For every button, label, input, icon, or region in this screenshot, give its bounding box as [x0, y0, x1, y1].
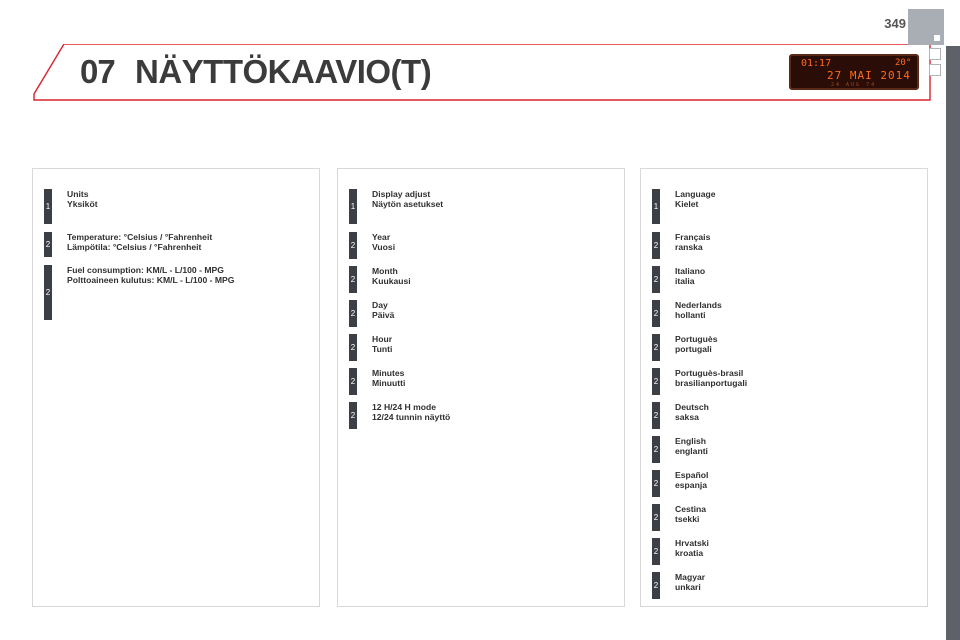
- level-badge: 2: [652, 266, 660, 293]
- entry-text: [372, 402, 450, 422]
- entry-label-fi: brasilianportugali: [675, 378, 748, 388]
- entry-label-fi: hollanti: [675, 310, 706, 320]
- entry-text: [67, 265, 234, 285]
- entry-text: [675, 300, 722, 320]
- entry-text: [675, 470, 708, 490]
- menu-column-units: [32, 168, 320, 607]
- entry-label-en: Day: [372, 300, 388, 310]
- entry-text: [372, 368, 405, 388]
- level-badge: 2: [652, 402, 660, 429]
- entry-text: [675, 368, 747, 388]
- entry-label-en: Fuel consumption: KM/L - L/100 - MPG: [67, 265, 224, 275]
- entry-label-fi: ranska: [675, 242, 703, 252]
- page-number: 349: [884, 16, 906, 31]
- entry-label-fi: portugali: [675, 344, 712, 354]
- entry-label-fi: kroatia: [675, 548, 704, 558]
- level-badge: 1: [349, 189, 357, 224]
- entry-text: [372, 232, 395, 252]
- entry-label-fi: tsekki: [675, 514, 700, 524]
- entry-text: [675, 189, 716, 209]
- entry-label-en: Year: [372, 232, 391, 242]
- level-badge: 2: [652, 504, 660, 531]
- level-badge: 2: [652, 572, 660, 599]
- entry-text: [675, 538, 709, 558]
- entry-text: [372, 266, 411, 286]
- entry-label-en: Minutes: [372, 368, 405, 378]
- entry-text: [372, 300, 394, 320]
- menu-column-language: [640, 168, 928, 607]
- menu-column-display-adjust: [337, 168, 625, 607]
- level-badge: 2: [652, 368, 660, 395]
- level-badge: 2: [652, 470, 660, 497]
- corner-tab-square: [908, 9, 944, 45]
- side-bar: [946, 46, 960, 640]
- entry-label-en: Portuguès: [675, 334, 718, 344]
- entry-label-en: Display adjust: [372, 189, 431, 199]
- entry-label-fi: Näytön asetukset: [372, 199, 444, 209]
- entry-text: [675, 572, 705, 592]
- entry-text: [675, 334, 718, 354]
- tab-box-1: [929, 48, 941, 60]
- entry-label-fi: espanja: [675, 480, 708, 490]
- entry-label-en: 12 H/24 H mode: [372, 402, 436, 412]
- level-badge: 2: [349, 266, 357, 293]
- entry-label-en: Temperature: °Celsius / °Fahrenheit: [67, 232, 213, 242]
- level-badge: 1: [44, 189, 52, 224]
- entry-text: [675, 436, 708, 456]
- display-time: 01:17: [801, 58, 832, 69]
- entry-label-fi: Minuutti: [372, 378, 406, 388]
- display-date: 27 MAI 2014: [827, 69, 911, 82]
- display-temperature: 20°: [895, 58, 912, 68]
- level-badge: 2: [349, 300, 357, 327]
- entry-label-en: Portuguès-brasil: [675, 368, 744, 378]
- entry-label-fi: Yksiköt: [67, 199, 98, 209]
- level-badge: 2: [652, 232, 660, 259]
- chapter-number: 07: [80, 53, 115, 90]
- entry-text: [67, 189, 98, 209]
- display-small-text: 24 AUG 74: [831, 82, 877, 88]
- level-badge: 2: [349, 334, 357, 361]
- entry-label-fi: Kuukausi: [372, 276, 411, 286]
- entry-label-en: Français: [675, 232, 711, 242]
- level-badge: 2: [44, 232, 52, 257]
- entry-label-en: Deutsch: [675, 402, 709, 412]
- level-badge: 2: [349, 368, 357, 395]
- entry-label-en: Italiano: [675, 266, 706, 276]
- entry-label-fi: unkari: [675, 582, 701, 592]
- level-badge: 2: [652, 538, 660, 565]
- entry-label-en: Cestina: [675, 504, 707, 514]
- entry-label-en: Magyar: [675, 572, 706, 582]
- level-badge: 1: [652, 189, 660, 224]
- entry-text: [67, 232, 212, 252]
- entry-text: [675, 266, 705, 286]
- entry-label-en: Language: [675, 189, 716, 199]
- entry-label-fi: Tunti: [372, 344, 393, 354]
- entry-label-fi: Päivä: [372, 310, 395, 320]
- entry-text: [675, 402, 709, 422]
- level-badge: 2: [349, 232, 357, 259]
- chapter-title: NÄYTTÖKAAVIO(T): [135, 53, 432, 90]
- level-badge: 2: [349, 402, 357, 429]
- entry-text: [372, 189, 443, 209]
- entry-label-en: English: [675, 436, 707, 446]
- entry-label-fi: 12/24 tunnin näyttö: [372, 412, 451, 422]
- level-badge: 2: [652, 436, 660, 463]
- entry-label-fi: englanti: [675, 446, 708, 456]
- entry-label-en: Units: [67, 189, 89, 199]
- level-badge: 2: [44, 265, 52, 320]
- level-badge: 2: [652, 300, 660, 327]
- entry-text: [372, 334, 392, 354]
- entry-label-fi: Vuosi: [372, 242, 396, 252]
- entry-label-en: Hrvatski: [675, 538, 709, 548]
- entry-label-fi: Polttoaineen kulutus: KM/L - L/100 - MPG: [67, 275, 235, 285]
- entry-label-en: Español: [675, 470, 709, 480]
- entry-label-fi: saksa: [675, 412, 699, 422]
- entry-label-fi: italia: [675, 276, 695, 286]
- level-badge: 2: [652, 334, 660, 361]
- entry-label-en: Hour: [372, 334, 393, 344]
- tab-box-2: [929, 64, 941, 76]
- entry-text: [675, 504, 706, 524]
- entry-label-en: Nederlands: [675, 300, 722, 310]
- entry-label-fi: Kielet: [675, 199, 699, 209]
- radio-display-panel: [789, 54, 919, 90]
- entry-text: [675, 232, 710, 252]
- entry-label-en: Month: [372, 266, 398, 276]
- entry-label-fi: Lämpötila: °Celsius / °Fahrenheit: [67, 242, 202, 252]
